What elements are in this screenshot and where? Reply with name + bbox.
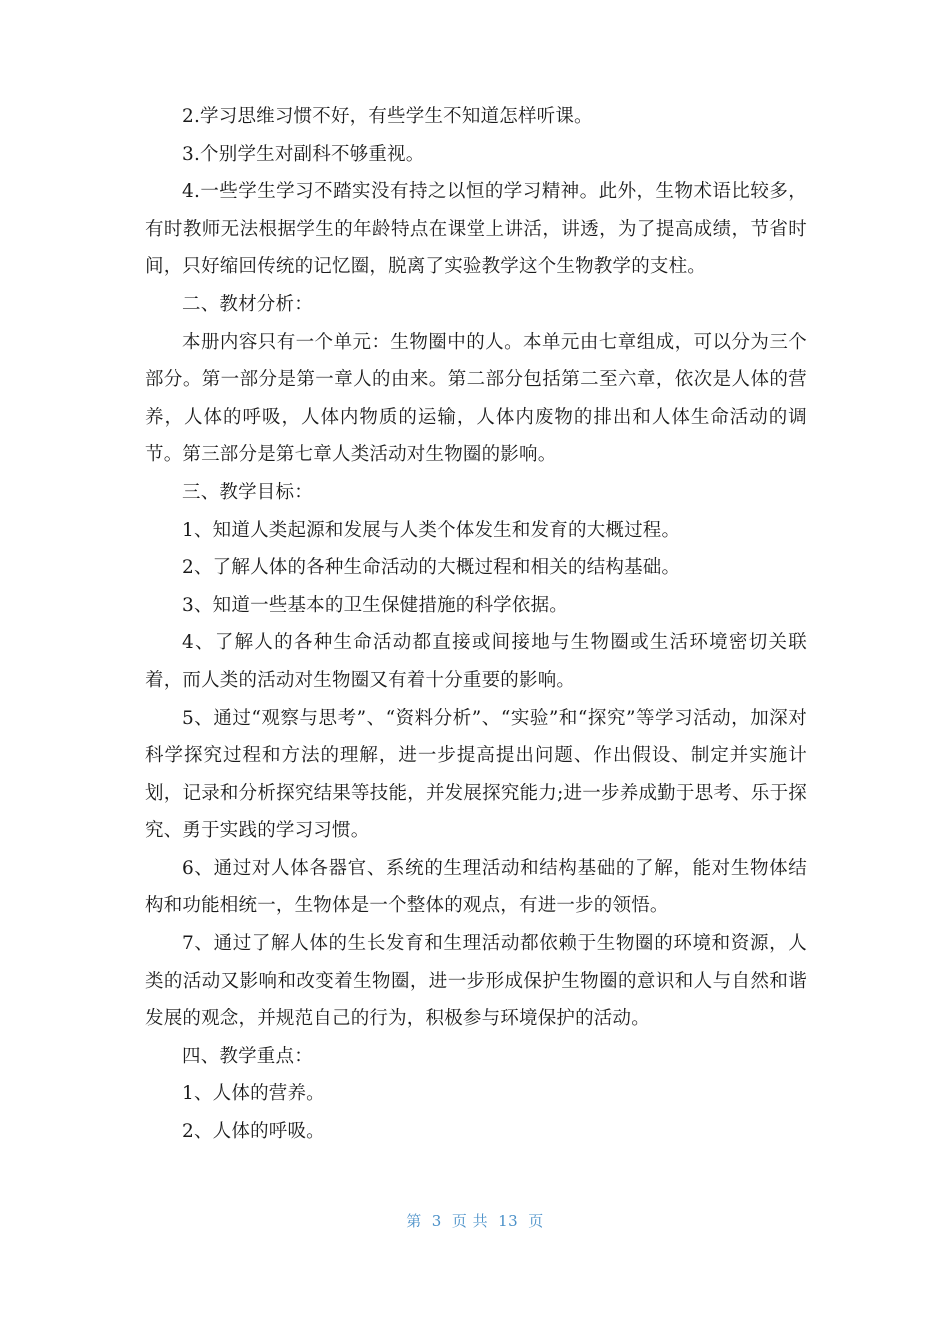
total-pages-number: 13 xyxy=(498,1212,519,1230)
footer-suffix: 页 xyxy=(528,1212,544,1230)
list-item: 2、人体的呼吸。 xyxy=(182,1121,325,1143)
document-body xyxy=(145,98,807,1151)
list-item: 2、了解人体的各种生命活动的大概过程和相关的结构基础。 xyxy=(182,557,681,579)
list-item: 7、通过了解人体的生长发育和生理活动都依赖于生物圈的环境和资源，人类的活动又影响和改变着生物圈，进一步形成保护生物圈的意识和人与自然和谐发展的观念，并规范自己的行为，积极参与环境保护的活动。 xyxy=(145,933,807,1030)
footer-middle: 页 共 xyxy=(451,1212,489,1230)
section-heading: 三、教学目标： xyxy=(182,481,313,503)
list-item: 1、知道人类起源和发展与人类个体发生和发育的大概过程。 xyxy=(182,519,681,541)
list-item: 1、人体的营养。 xyxy=(182,1083,325,1105)
current-page-number: 3 xyxy=(431,1212,442,1230)
paragraph: 3.个别学生对副科不够重视。 xyxy=(182,143,425,165)
section-heading: 四、教学重点： xyxy=(182,1045,313,1067)
paragraph: 2.学习思维习惯不好，有些学生不知道怎样听课。 xyxy=(182,106,593,127)
page-footer xyxy=(0,1210,950,1231)
section-heading: 二、教材分析： xyxy=(182,293,313,315)
list-item: 4、了解人的各种生命活动都直接或间接地与生物圈或生活环境密切关联着，而人类的活动对生物圈又有着十分重要的影响。 xyxy=(145,632,807,691)
list-item: 3、知道一些基本的卫生保健措施的科学依据。 xyxy=(182,594,568,616)
footer-prefix: 第 xyxy=(406,1212,422,1230)
list-item: 5、通过“观察与思考”、“资料分析”、“实验”和“探究”等学习活动，加深对科学探究过程和方法的理解，进一步提高提出问题、作出假设、制定并实施计划，记录和分析探究结果等技能，并发展探究能力;进一步养成勤于思考、乐于探究、勇于实践的学习习惯。 xyxy=(145,707,807,842)
list-item: 6、通过对人体各器官、系统的生理活动和结构基础的了解，能对生物体结构和功能相统一，生物体是一个整体的观点，有进一步的领悟。 xyxy=(145,857,807,917)
paragraph: 4.一些学生学习不踏实没有持之以恒的学习精神。此外，生物术语比较多，有时教师无法根据学生的年龄特点在课堂上讲活，讲透，为了提高成绩，节省时间，只好缩回传统的记忆圈，脱离了实验教学这个生物教学的支柱。 xyxy=(145,181,807,278)
paragraph: 本册内容只有一个单元：生物圈中的人。本单元由七章组成，可以分为三个部分。第一部分是第一章人的由来。第二部分包括第二至六章，依次是人体的营养，人体的呼吸，人体内物质的运输，人体内废物的排出和人体生命活动的调节。第三部分是第七章人类活动对生物圈的影响。 xyxy=(145,331,807,466)
